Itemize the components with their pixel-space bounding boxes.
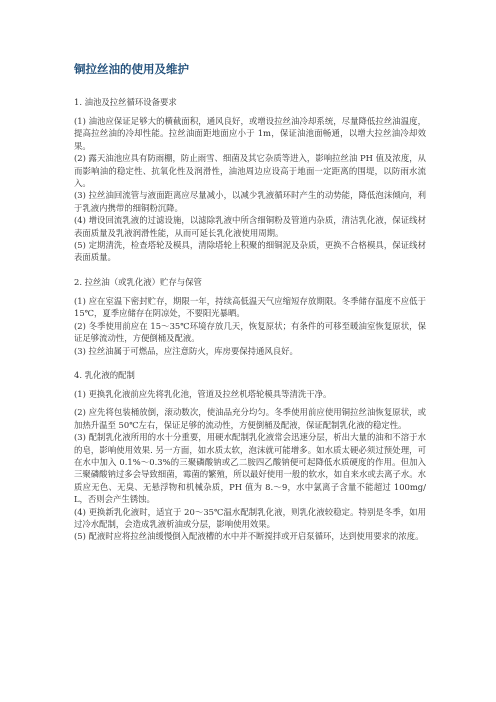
section-spacer	[74, 264, 426, 276]
paragraph: (4) 增设回流乳液的过滤设施，以滤除乳液中所含细铜粉及管道内杂质，清洁乳化液，保证线材表面质量及乳液润滑性能，从而可延长乳化液使用周期。	[74, 215, 426, 238]
section-heading: 1. 油池及拉丝循环设备要求	[74, 97, 177, 107]
section-spacer	[74, 357, 426, 369]
paragraph: (2) 应先将包装桶放倒，滚动数次，使油品充分均匀。冬季使用前应使用铜拉丝油恢复原状，或加热升温至 50℃左右，保证足够的流动性，方便倒桶及配液，保证配制乳化液的稳定性。	[74, 407, 426, 430]
section-equipment-requirements	[74, 96, 426, 264]
paragraph: (3) 配制乳化液所用的水十分重要，用硬水配制乳化液常会迅速分层，析出大量的油和不溶于水的皂，影响使用效果. 另一方面，如水质太软，泡沫就可能增多。如水质太硬必须过预处理，可在水中加入 0.1%～0.3%的三聚磷酸钠或乙二胺四乙酸钠便可起降低水质硬度的作用。但加入三聚磷酸钠过多会导致细菌，霉菌的繁殖，所以最好使用一般的软水，如自来水或去离子水。水质应无色、无臭、无悬浮物和机械杂质，PH 值为 8.～9，水中氯离子含量不能超过 100mg/L，否则会产生锈蚀。	[74, 432, 426, 505]
paragraph: (1) 更换乳化液前应先将乳化池，管道及拉丝机塔轮模具等清洗干净。	[74, 388, 332, 399]
paragraph: (2) 露天油池应具有防雨棚，防止雨雪、细菌及其它杂质等进入，影响拉丝油 PH 值及浓度，从而影响油的稳定性、抗氧化性及润滑性，油池周边应设高于地面一定距离的围堤，以防雨水流入。	[74, 153, 426, 189]
paragraph: (1) 油池应保证足够大的横截面积，通风良好，或增设拉丝油冷却系统，尽量降低拉丝油温度，提高拉丝油的冷却性能。拉丝油面距地面应小于 1m，保证油池面畅通，以增大拉丝油冷却效果。	[74, 116, 426, 151]
paragraph: (3) 拉丝油属于可燃品，应注意防火，库房要保持通风良好。	[74, 345, 298, 356]
paragraph: (2) 冬季使用前应在 15～35℃环境存放几天，恢复原状；有条件的可移至暖油室恢复原状，保证足够流动性，方便倒桶及配液。	[74, 320, 426, 344]
section-storage	[74, 276, 426, 357]
paragraph: (4) 更换新乳化液时，适宜于 20～35℃温水配制乳化液，则乳化液较稳定。特别是冬季，如用过冷水配制，会造成乳液析油或分层，影响使用效果。	[74, 506, 426, 529]
paragraph: (5) 定期清洗，检查塔轮及模具，清除塔轮上积聚的细铜泥及杂质，更换不合格模具，保证线材表面质量。	[74, 240, 426, 263]
section-heading: 4. 乳化液的配制	[74, 369, 135, 380]
paragraph: (1) 应在室温下密封贮存，期限一年，持续高低温天气应缩短存放期限。冬季储存温度不应低于 15℃，夏季应储存在阴凉处，不要阳光暴晒。	[74, 295, 426, 319]
paragraph: (3) 拉丝油回流管与液面距离应尽量减小，以减少乳液循环时产生的动势能，降低泡沫倾向，利于乳液内携带的细铜粉沉降。	[74, 190, 426, 213]
section-heading: 2. 拉丝油（或乳化液）贮存与保管	[74, 276, 202, 287]
document-page	[74, 62, 426, 543]
section-emulsion-preparation	[74, 369, 426, 543]
document-title: 铜拉丝油的使用及维护	[74, 62, 189, 76]
paragraph: (5) 配液时应将拉丝油缓慢倒入配液槽的水中并不断搅拌或开启泵循环，达到使用要求的浓度。	[74, 531, 424, 542]
